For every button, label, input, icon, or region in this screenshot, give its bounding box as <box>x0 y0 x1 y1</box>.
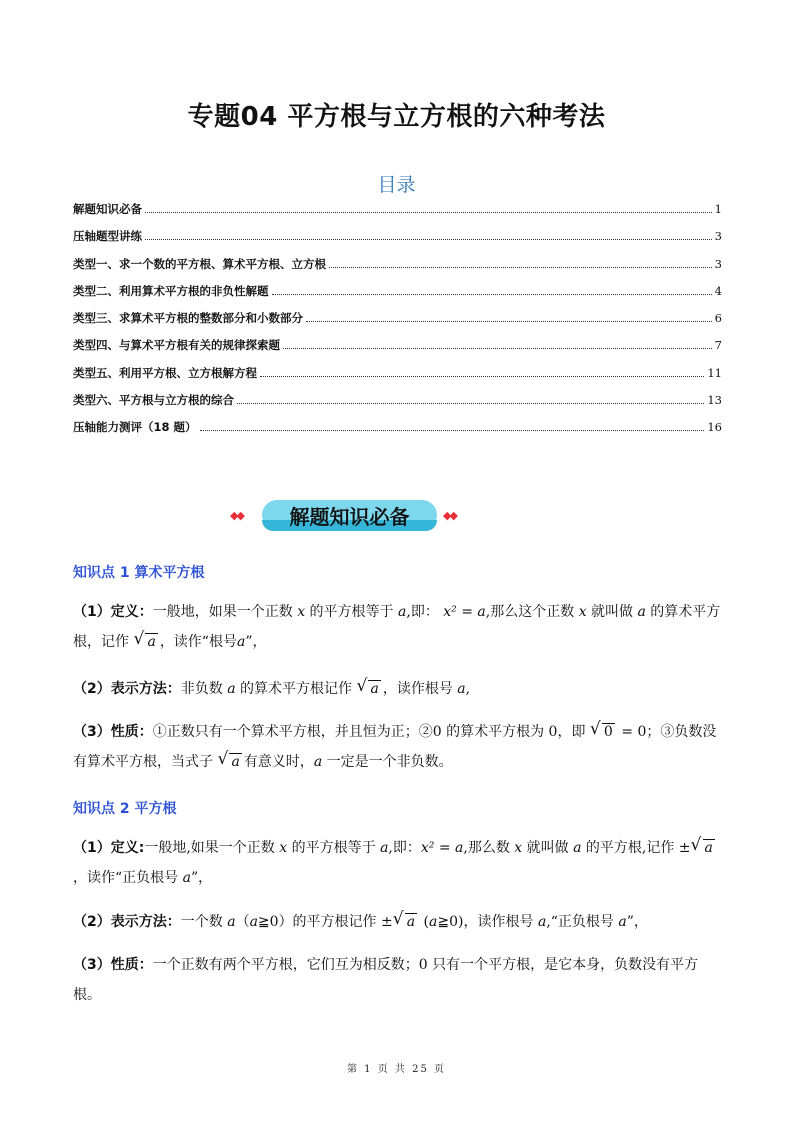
toc-item[interactable]: 类型六、平方根与立方根的综合 13 <box>73 393 722 408</box>
kp1-properties: （3）性质：①正数只有一个算术平方根，并且恒为正；②0 的算术平方根为 0，即 √ 0 = 0；③负数没有算术平方根，当式子 √ a 有意义时，a 一定是一个非负数。 <box>73 717 723 777</box>
toc-item[interactable]: 类型二、利用算术平方根的非负性解题 4 <box>73 283 722 298</box>
knowledge-point-heading: 知识点 1 算术平方根 <box>73 565 205 581</box>
toc-item[interactable]: 压轴题型讲练 3 <box>73 229 722 244</box>
sqrt-symbol: √ 0 <box>592 717 615 747</box>
sqrt-symbol: √ a <box>358 674 380 704</box>
toc-item[interactable]: 类型四、与算术平方根有关的规律探索题 7 <box>73 338 722 353</box>
sqrt-symbol: √ a <box>693 833 715 863</box>
toc-item[interactable]: 类型一、求一个数的平方根、算术平方根、立方根 3 <box>73 256 722 271</box>
page-title: 专题04 平方根与立方根的六种考法 <box>187 102 606 132</box>
toc-item[interactable]: 类型五、利用平方根、立方根解方程 11 <box>73 365 722 380</box>
knowledge-point-heading: 知识点 2 平方根 <box>73 801 177 817</box>
diamond-icon: ◆◆ <box>443 509 456 522</box>
sqrt-symbol: √ a <box>135 627 157 657</box>
kp2-properties: （3）性质：一个正数有两个平方根，它们互为相反数；0 只有一个平方根，是它本身，负数没有平方根。 <box>73 957 699 1003</box>
kp1-definition: （1）定义：一般地，如果一个正数 x 的平方根等于 a,即： x² = a,那么这个正数 x 就叫做 a 的算术平方根，记作 √ a ，读作“根号a”， <box>73 597 723 657</box>
toc-item[interactable]: 类型三、求算术平方根的整数部分和小数部分 6 <box>73 311 722 326</box>
kp2-representation: （2）表示方法：一个数 a（a≧0）的平方根记作 ±√ a (a≧0)，读作根号 a,“正负根号 a”， <box>73 907 723 937</box>
table-of-contents <box>73 201 722 447</box>
sqrt-symbol: √ a <box>395 907 417 937</box>
page-footer: 第 1 页 共 25 页 <box>347 1064 446 1075</box>
toc-item[interactable]: 解题知识必备 1 <box>73 202 722 216</box>
section-banner <box>230 497 470 535</box>
toc-item[interactable]: 压轴能力测评（18 题） 16 <box>73 420 722 435</box>
kp2-definition: （1）定义:一般地,如果一个正数 x 的平方根等于 a,即：x² = a,那么数 x 就叫做 a 的平方根,记作 ±√ a，读作“正负根号 a”， <box>73 833 723 893</box>
kp1-representation: （2）表示方法：非负数 a 的算术平方根记作 √ a ，读作根号 a, <box>73 674 723 704</box>
sqrt-symbol: √ a <box>219 747 241 777</box>
diamond-icon: ◆◆ <box>230 509 243 522</box>
toc-heading: 目录 <box>377 174 416 196</box>
banner-title: 解题知识必备 <box>289 505 410 529</box>
